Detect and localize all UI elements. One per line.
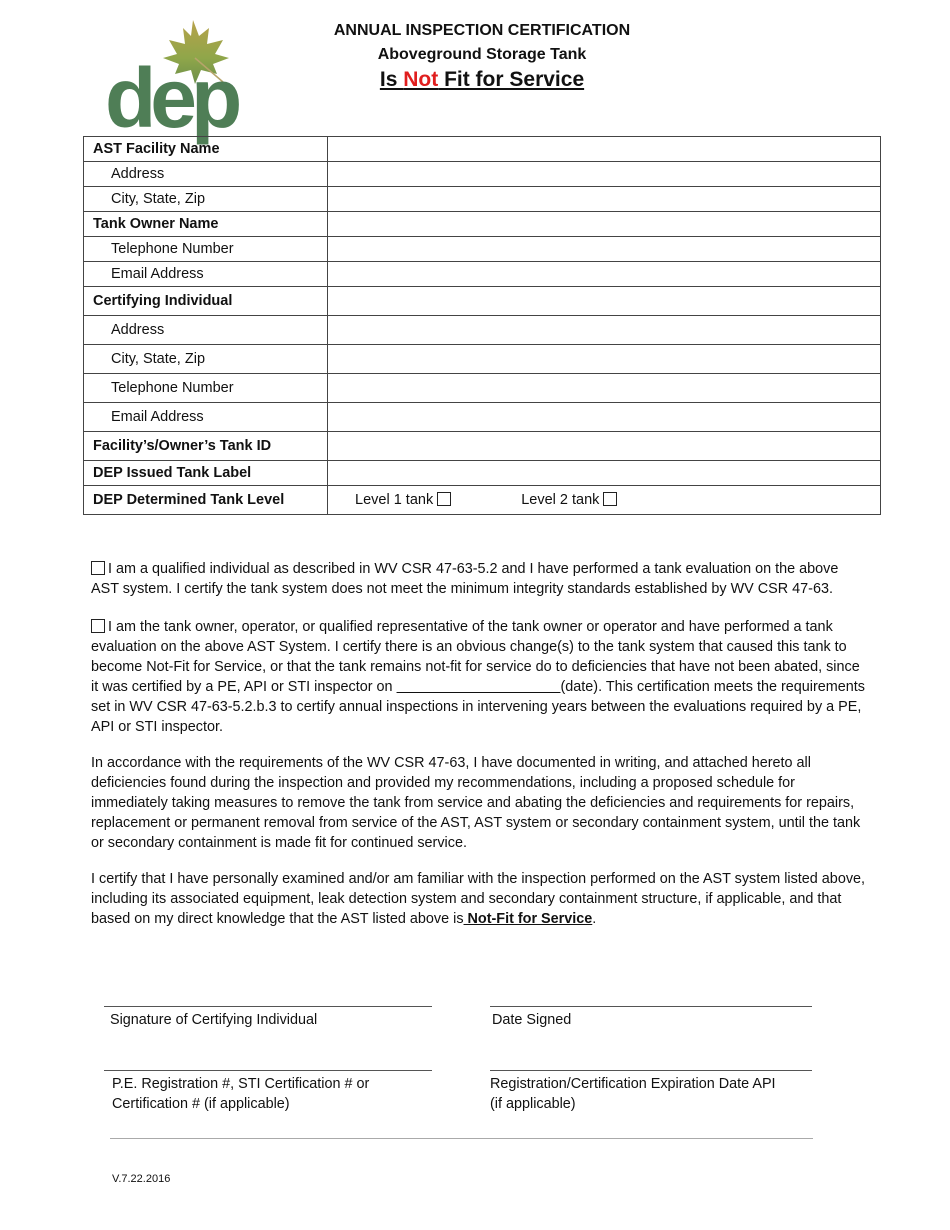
facility-name-field[interactable]	[328, 137, 881, 162]
certifier-phone-field[interactable]	[328, 374, 881, 403]
signature-label: Signature of Certifying Individual	[110, 1012, 318, 1028]
expiration-label: Registration/Certification Expiration Date API (if applicable)	[490, 1076, 776, 1112]
certifier-email-field[interactable]	[328, 403, 881, 432]
form-title: ANNUAL INSPECTION CERTIFICATION	[333, 22, 631, 39]
tank-level-cell	[328, 486, 881, 515]
tank-label-field[interactable]	[328, 461, 881, 486]
row-label: AST Facility Name	[84, 137, 328, 162]
row-label: Address	[84, 316, 328, 345]
dep-logo	[105, 18, 260, 145]
date-signed-label: Date Signed	[492, 1012, 572, 1028]
table-row	[84, 345, 881, 374]
table-row	[84, 262, 881, 287]
row-label: Telephone Number	[84, 237, 328, 262]
table-row	[84, 162, 881, 187]
table-row	[84, 137, 881, 162]
facility-address-field[interactable]	[328, 162, 881, 187]
row-label: Facility’s/Owner’s Tank ID	[84, 432, 328, 461]
signature-line[interactable]	[104, 1006, 432, 1007]
row-label: City, State, Zip	[84, 345, 328, 374]
row-label: Address	[84, 162, 328, 187]
qualified-individual-checkbox[interactable]	[91, 561, 105, 575]
expiration-line[interactable]	[490, 1070, 812, 1071]
footer-divider	[110, 1138, 813, 1139]
row-label: Telephone Number	[84, 374, 328, 403]
table-row	[84, 461, 881, 486]
certified-date-blank[interactable]	[397, 679, 561, 695]
certifier-city-field[interactable]	[328, 345, 881, 374]
certifier-address-field[interactable]	[328, 316, 881, 345]
table-row	[84, 432, 881, 461]
table-row	[84, 212, 881, 237]
table-row	[84, 316, 881, 345]
date-signed-line[interactable]	[490, 1006, 812, 1007]
qualified-individual-statement: I am a qualified individual as described in WV CSR 47-63-5.2 and I have performed a tank evaluation on the above AST system. I certify the tank system does not meet the minimum integrity standards established by WV CSR 47-63.	[91, 561, 839, 597]
logo-text: dep	[105, 51, 237, 145]
table-row	[84, 287, 881, 316]
version-label: V.7.22.2016	[112, 1173, 171, 1185]
table-row	[84, 237, 881, 262]
certification-statement: I certify that I have personally examined and/or am familiar with the inspection performed on the AST system listed above, including its associated equipment, leak detection system and secondary containment structure, if applicable, and that based on my direct knowledge that the AST listed above is Not-Fit for Service.	[91, 871, 866, 927]
registration-line[interactable]	[104, 1070, 432, 1071]
owner-email-field[interactable]	[328, 262, 881, 287]
owner-phone-field[interactable]	[328, 237, 881, 262]
row-label: Certifying Individual	[84, 287, 328, 316]
deficiencies-statement: In accordance with the requirements of the WV CSR 47-63, I have documented in writing, and attached hereto all deficiencies found during the inspection and provided my recommendations, including a proposed schedule for immediately taking measures to remove the tank from service and abating the deficiencies and requirements for repairs, replacement or permanent removal from service of the AST, AST system or secondary containment system, until the tank or secondary containment is made fit for continued service.	[91, 755, 861, 851]
table-row	[84, 403, 881, 432]
owner-operator-checkbox[interactable]	[91, 619, 105, 633]
row-label: Email Address	[84, 403, 328, 432]
tank-id-field[interactable]	[328, 432, 881, 461]
form-subtitle: Aboveground Storage Tank	[377, 46, 587, 63]
level-1-label: Level 1 tank	[355, 492, 434, 508]
not-word: Not	[403, 68, 439, 91]
registration-label: P.E. Registration #, STI Certification # or Certification # (if applicable)	[112, 1076, 370, 1112]
row-label: DEP Issued Tank Label	[84, 461, 328, 486]
row-label: Tank Owner Name	[84, 212, 328, 237]
not-fit-emphasis: Not-Fit for Service	[463, 911, 593, 927]
certifier-name-field[interactable]	[328, 287, 881, 316]
table-row	[84, 187, 881, 212]
table-row	[84, 374, 881, 403]
level-2-checkbox[interactable]	[603, 492, 617, 506]
row-label: City, State, Zip	[84, 187, 328, 212]
fit-status-heading: Is Not Fit for Service	[379, 68, 585, 91]
owner-name-field[interactable]	[328, 212, 881, 237]
level-1-checkbox[interactable]	[437, 492, 451, 506]
facility-city-field[interactable]	[328, 187, 881, 212]
facility-info-table	[83, 136, 881, 515]
row-label: DEP Determined Tank Level	[84, 486, 328, 515]
row-label: Email Address	[84, 262, 328, 287]
owner-operator-statement: I am the tank owner, operator, or qualified representative of the tank owner or operator and have performed a tank evaluation on the above AST System. I certify there is an obvious change(s) to the tank system that caused this tank to become Not-Fit for Service, or that the tank remains not-fit for service do to deficiencies that have not been abated, since it was certified by a PE, API or STI inspector on (date). This certification meets the requirements set in WV CSR 47-63-5.2.b.3 to certify annual inspections in intervening years between the evaluations required by a PE, API or STI inspector.	[91, 619, 865, 735]
level-2-label: Level 2 tank	[521, 492, 600, 508]
table-row	[84, 486, 881, 515]
